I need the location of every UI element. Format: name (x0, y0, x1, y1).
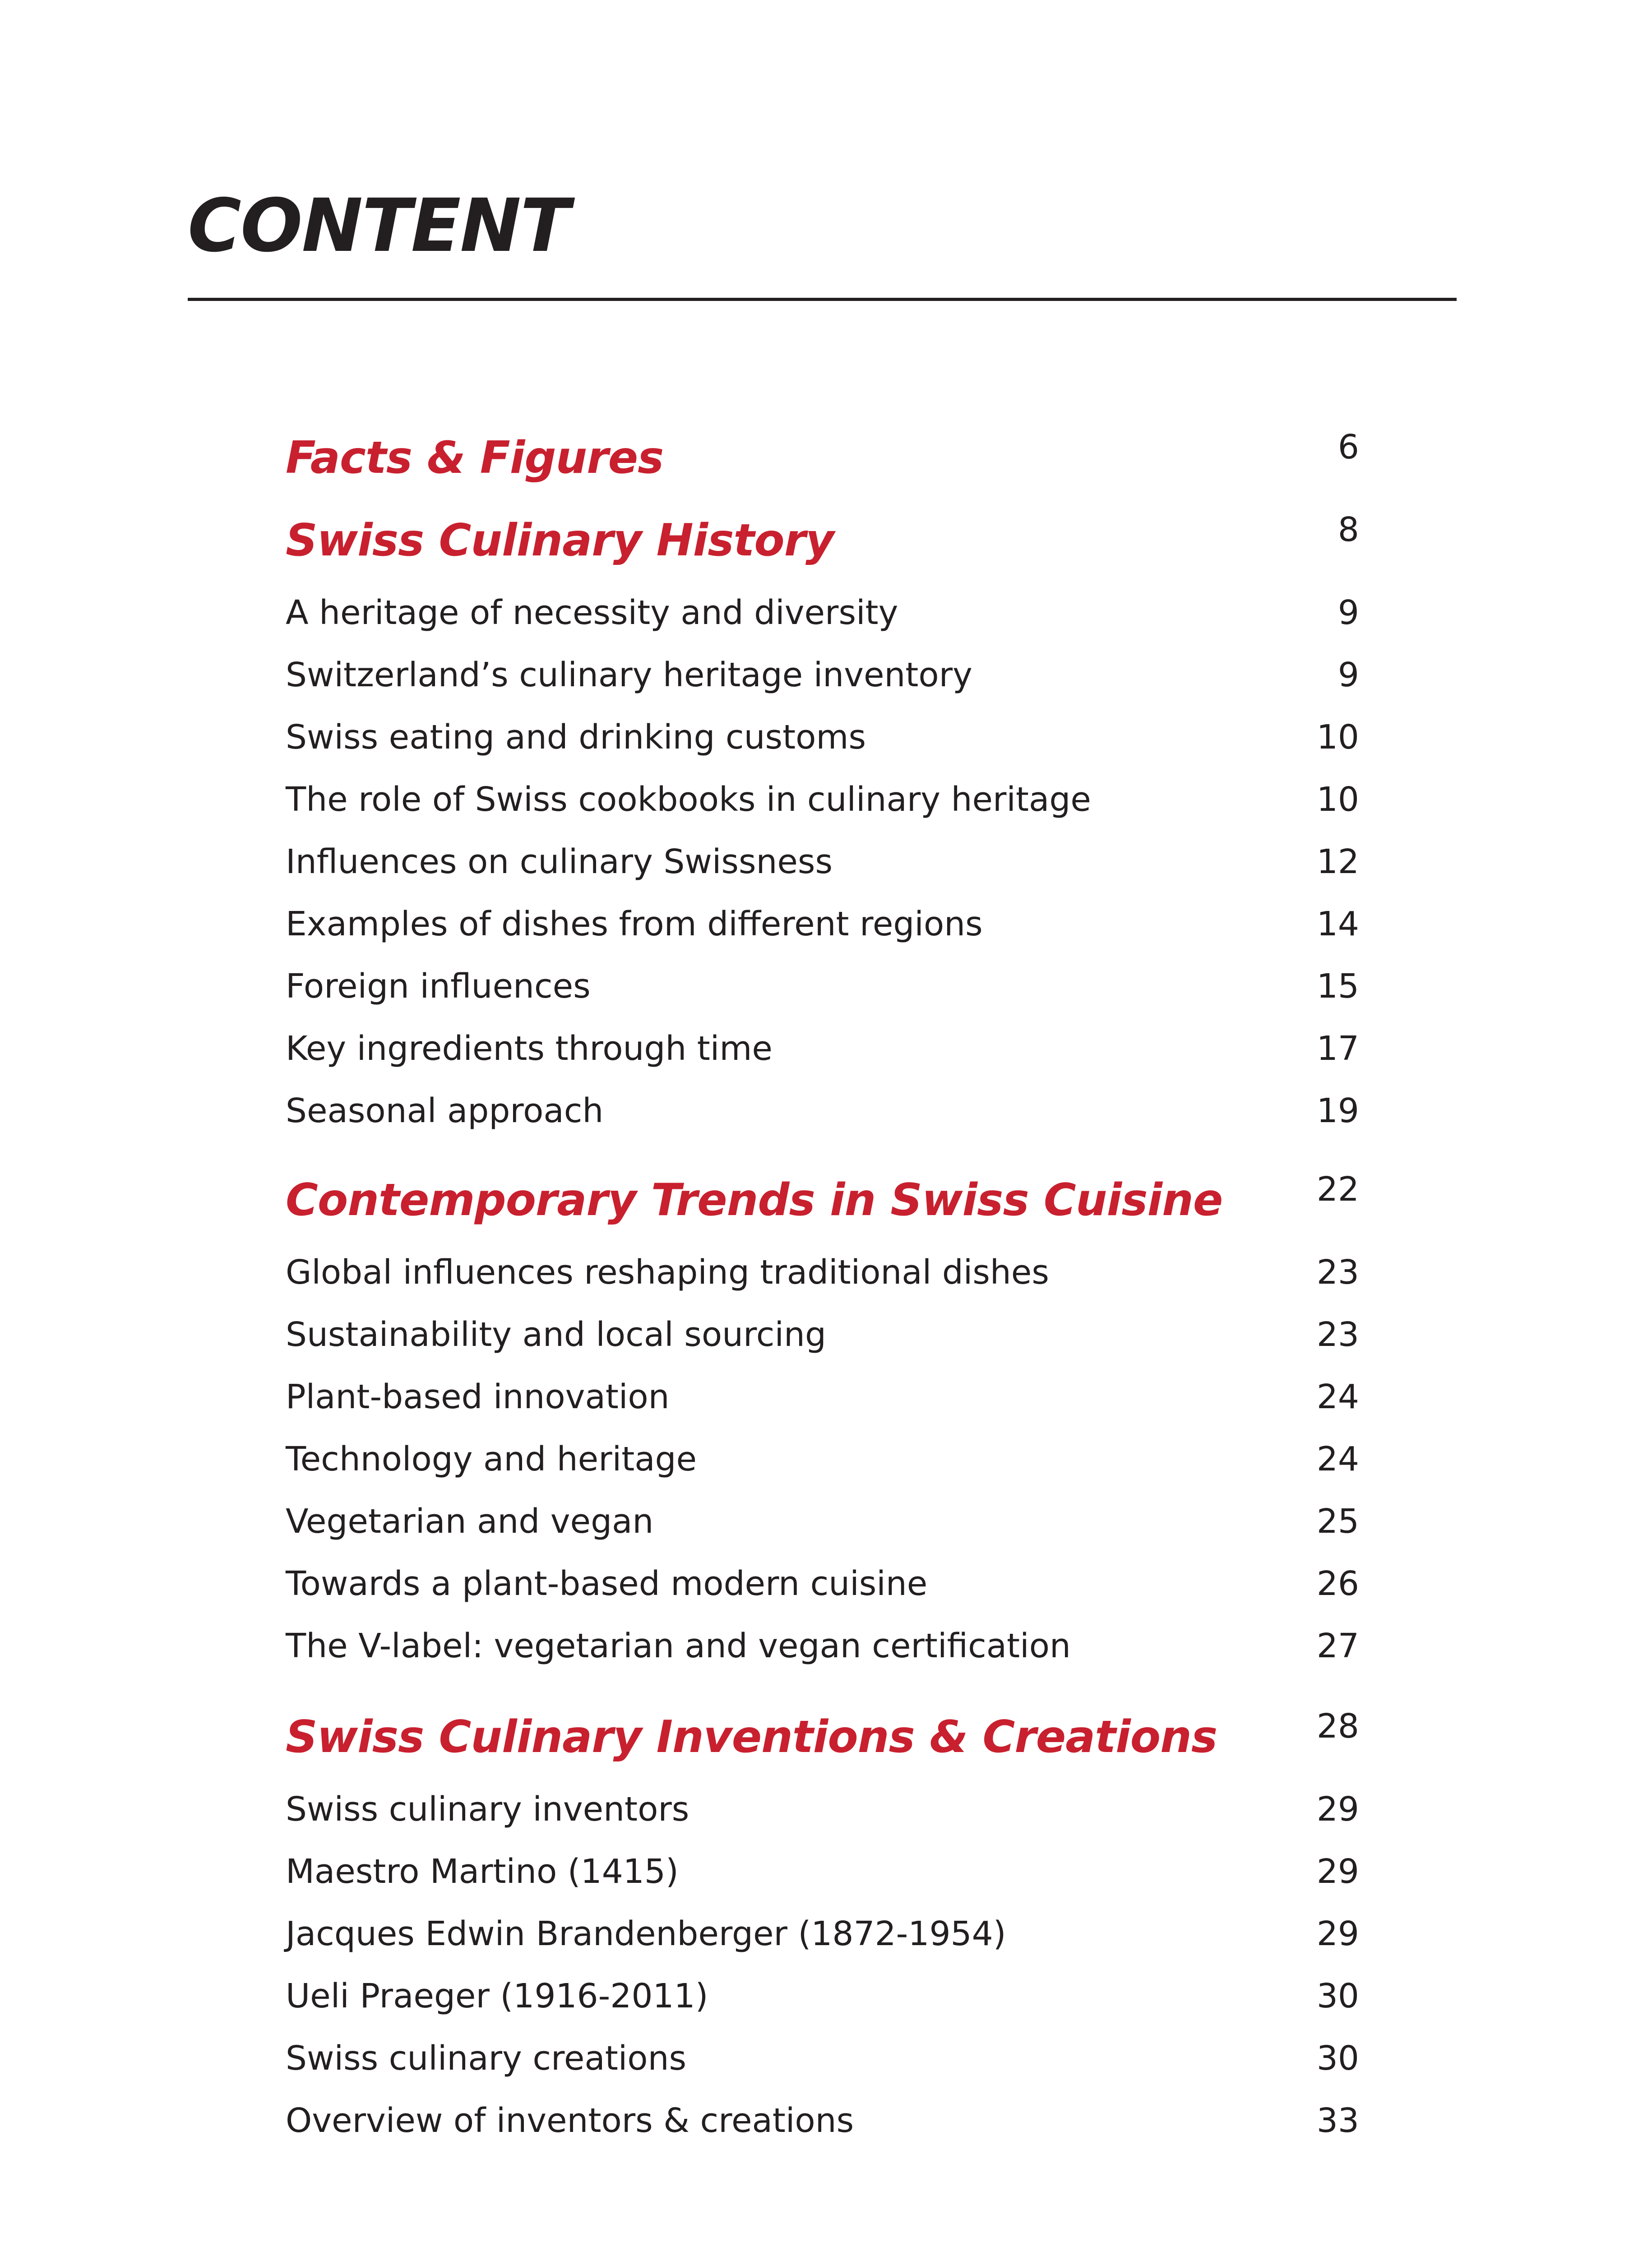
entry-title: Swiss eating and drinking customs (286, 718, 866, 757)
toc-section-swiss-culinary-history[interactable] (286, 510, 1359, 568)
entry-title: Switzerland’s culinary heritage inventory (286, 656, 972, 694)
toc-entry[interactable] (286, 1787, 1359, 1841)
entry-title: A heritage of necessity and diversity (286, 593, 898, 632)
entry-title: Towards a plant-based modern cuisine (286, 1564, 928, 1603)
toc-entry[interactable] (286, 715, 1359, 769)
entry-title: Ueli Praeger (1916-2011) (286, 1977, 708, 2016)
entry-title: Foreign influences (286, 967, 591, 1006)
toc-entry[interactable] (286, 1437, 1359, 1491)
toc-entry[interactable] (286, 590, 1359, 644)
entry-page-number: 17 (1316, 1029, 1359, 1068)
entry-page-number: 27 (1316, 1627, 1359, 1665)
toc-entry[interactable] (286, 652, 1359, 707)
entry-page-number: 10 (1316, 718, 1359, 757)
entry-title: Maestro Martino (1415) (286, 1852, 679, 1891)
entry-title: Influences on culinary Swissness (286, 842, 833, 881)
toc-entry[interactable] (286, 1499, 1359, 1553)
toc-entry[interactable] (286, 777, 1359, 831)
section-title: Facts & Figures (286, 432, 664, 484)
entry-title: Key ingredients through time (286, 1029, 773, 1068)
toc-entry[interactable] (286, 1088, 1359, 1142)
toc-entry[interactable] (286, 1374, 1359, 1428)
toc-section-facts-figures[interactable] (286, 428, 1359, 485)
toc-entry[interactable] (286, 1026, 1359, 1080)
toc-entry[interactable] (286, 901, 1359, 956)
entry-title: Seasonal approach (286, 1091, 604, 1130)
entry-page-number: 23 (1316, 1253, 1359, 1292)
entry-page-number: 19 (1316, 1091, 1359, 1130)
section-page-number: 6 (1337, 428, 1359, 467)
entry-page-number: 30 (1316, 1977, 1359, 2016)
entry-page-number: 29 (1316, 1852, 1359, 1891)
section-page-number: 8 (1337, 510, 1359, 549)
entry-page-number: 29 (1316, 1790, 1359, 1829)
table-of-contents (286, 0, 1359, 2256)
entry-title: Technology and heritage (286, 1440, 697, 1479)
entry-page-number: 24 (1316, 1378, 1359, 1416)
section-title: Swiss Culinary History (286, 515, 834, 566)
entry-page-number: 14 (1316, 905, 1359, 943)
toc-entry[interactable] (286, 1312, 1359, 1366)
entry-page-number: 30 (1316, 2039, 1359, 2078)
entry-title: The V-label: vegetarian and vegan certification (286, 1627, 1071, 1665)
section-title: Swiss Culinary Inventions & Creations (286, 1711, 1217, 1763)
toc-section-inventions-creations[interactable] (286, 1707, 1359, 1764)
page-title: CONTENT (188, 184, 569, 268)
entry-page-number: 9 (1337, 656, 1359, 694)
entry-title: Plant-based innovation (286, 1378, 670, 1416)
toc-entry[interactable] (286, 2098, 1359, 2152)
toc-entry[interactable] (286, 1250, 1359, 1304)
toc-entry[interactable] (286, 1623, 1359, 1678)
toc-entry[interactable] (286, 1849, 1359, 1903)
entry-title: Swiss culinary creations (286, 2039, 687, 2078)
entry-page-number: 25 (1316, 1502, 1359, 1541)
toc-entry[interactable] (286, 2036, 1359, 2090)
toc-entry[interactable] (286, 964, 1359, 1018)
entry-title: Examples of dishes from different regions (286, 905, 983, 943)
entry-title: Swiss culinary inventors (286, 1790, 689, 1829)
entry-page-number: 24 (1316, 1440, 1359, 1479)
entry-title: Overview of inventors & creations (286, 2101, 854, 2140)
entry-page-number: 12 (1316, 842, 1359, 881)
section-title: Contemporary Trends in Swiss Cuisine (286, 1174, 1223, 1226)
entry-title: Jacques Edwin Brandenberger (1872-1954) (286, 1914, 1006, 1953)
entry-title: Sustainability and local sourcing (286, 1315, 826, 1354)
entry-title: Global influences reshaping traditional dishes (286, 1253, 1049, 1292)
entry-page-number: 29 (1316, 1914, 1359, 1953)
section-page-number: 28 (1316, 1707, 1359, 1746)
section-page-number: 22 (1316, 1170, 1359, 1209)
entry-page-number: 15 (1316, 967, 1359, 1006)
toc-entry[interactable] (286, 1561, 1359, 1615)
entry-title: Vegetarian and vegan (286, 1502, 654, 1541)
entry-page-number: 26 (1316, 1564, 1359, 1603)
toc-entry[interactable] (286, 1911, 1359, 1965)
entry-page-number: 23 (1316, 1315, 1359, 1354)
toc-section-contemporary-trends[interactable] (286, 1170, 1359, 1227)
entry-page-number: 9 (1337, 593, 1359, 632)
entry-page-number: 10 (1316, 780, 1359, 819)
entry-title: The role of Swiss cookbooks in culinary heritage (286, 780, 1091, 819)
entry-page-number: 33 (1316, 2101, 1359, 2140)
toc-entry[interactable] (286, 839, 1359, 893)
toc-entry[interactable] (286, 1974, 1359, 2028)
